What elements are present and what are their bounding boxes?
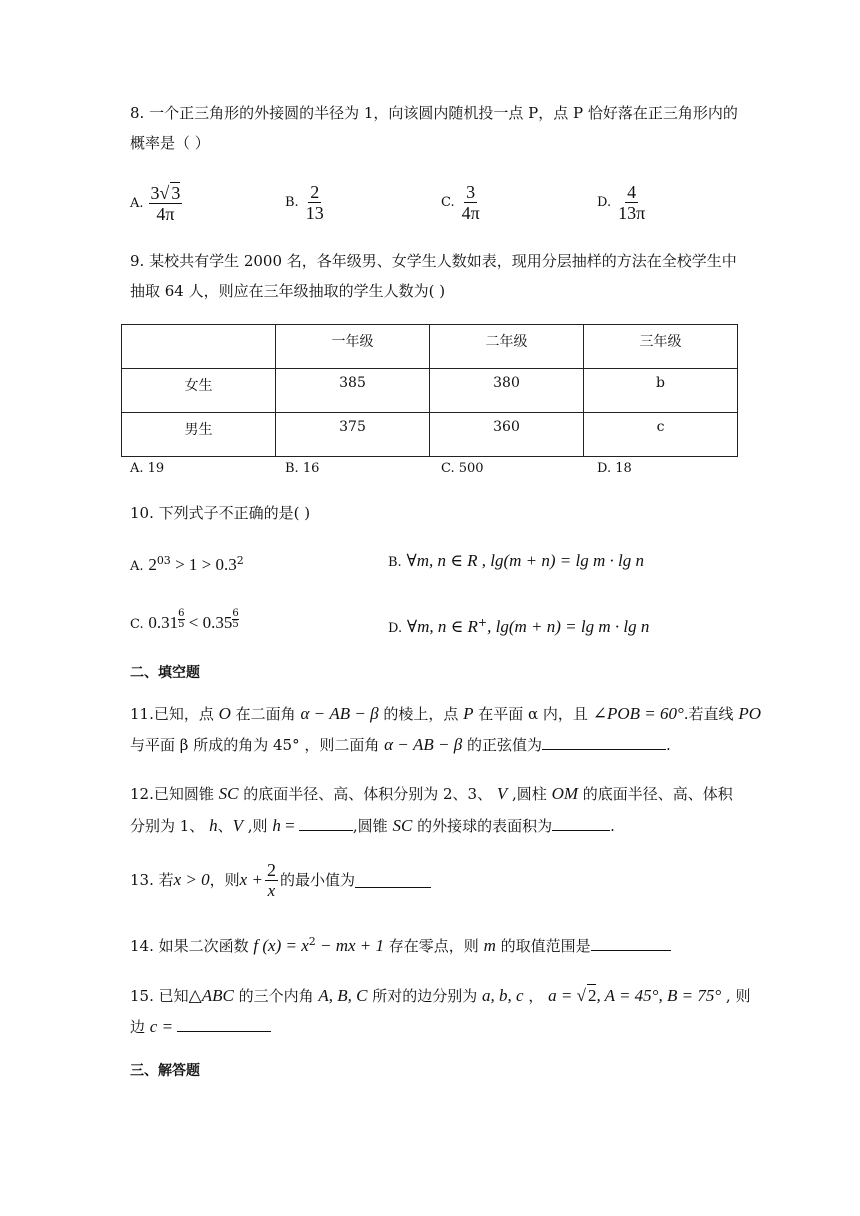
q8-option-a-den: 4π xyxy=(156,204,175,224)
q9-data-table xyxy=(121,324,738,457)
q13-text: 的最小值为 xyxy=(279,871,355,889)
q10-option-c-base1: 0.31 xyxy=(148,613,179,632)
q11-line2 xyxy=(130,734,671,756)
q8-option-c-fraction xyxy=(460,182,482,223)
q10-option-c-label: C. xyxy=(130,617,144,632)
q15-math: a, b, c xyxy=(482,986,524,1005)
q11-text: 11.已知，点 xyxy=(130,705,219,723)
q13-answer-blank[interactable] xyxy=(355,872,431,888)
q11-math: PO xyxy=(738,704,761,723)
q15-text: ， xyxy=(523,987,549,1005)
exp-denominator: 5 xyxy=(232,619,239,630)
exp-numerator: 6 xyxy=(232,608,239,619)
q10-option-a-exp2: 2 xyxy=(236,554,244,567)
q8-option-c-den: 4π xyxy=(461,203,480,223)
q9-option-b: B. 16 xyxy=(285,461,320,476)
sqrt-symbol: √ xyxy=(576,986,586,1005)
table-cell xyxy=(122,325,276,369)
q12-text: 的底面半径、高、体积分别为 2、3、 xyxy=(238,785,497,803)
q8-option-c xyxy=(441,182,484,223)
q14-text: 14. 如果二次函数 xyxy=(130,937,254,955)
q10-option-b-label: B. xyxy=(388,555,402,570)
q13-line xyxy=(130,858,431,902)
q11-text: 在平面 α 内，且 xyxy=(473,705,593,723)
q11-line1 xyxy=(130,703,761,725)
q15-line2 xyxy=(130,1016,271,1038)
q12-line2 xyxy=(130,815,615,837)
q13-fraction xyxy=(265,860,278,901)
q12-math: OM xyxy=(551,784,579,803)
q8-option-a-coef: 3 xyxy=(150,183,160,203)
q15-line1 xyxy=(130,984,750,1007)
q10-option-d-sup: + xyxy=(477,616,488,629)
q9-stem-line2: 抽取 64 人，则应在三年级抽取的学生人数为( ) xyxy=(130,282,446,300)
table-cell: c xyxy=(584,413,738,457)
table-row xyxy=(122,413,738,457)
table-cell: b xyxy=(584,369,738,413)
table-cell: 女生 xyxy=(122,369,276,413)
q12-line1 xyxy=(130,783,733,805)
q9-option-a: A. 19 xyxy=(130,461,165,476)
table-cell: 360 xyxy=(430,413,584,457)
q14-answer-blank[interactable] xyxy=(591,935,671,951)
table-cell: 380 xyxy=(430,369,584,413)
q13-text: ，则 xyxy=(209,871,240,889)
q8-option-d xyxy=(597,182,649,223)
q11-text: 的棱上，点 xyxy=(378,705,464,723)
q12-text: 的底面半径、高、体积 xyxy=(578,785,733,803)
q10-option-a-exp1: 03 xyxy=(156,554,171,567)
table-cell: 385 xyxy=(276,369,430,413)
q9-stem-line1: 9. 某校共有学生 2000 名，各年级男、女学生人数如表，现用分层抽样的方法在全校学生中 xyxy=(130,252,737,270)
q13-text: 13. 若 xyxy=(130,871,174,889)
q11-text: . xyxy=(666,736,671,754)
q15-math: , A = 45°, B = 75° xyxy=(596,986,722,1005)
q13-frac-num: 2 xyxy=(266,859,276,880)
q11-math: O xyxy=(218,704,231,723)
q14-text: 存在零点，则 xyxy=(384,937,484,955)
q10-option-a-label: A. xyxy=(130,559,144,574)
q10-option-c-base2: < 0.35 xyxy=(184,613,233,632)
q11-math: α − AB − β xyxy=(384,735,463,754)
q12-math: h xyxy=(272,816,281,835)
q12-math: SC xyxy=(392,816,413,835)
q12-answer-blank-h[interactable] xyxy=(299,815,353,831)
q15-math: c = xyxy=(149,1017,174,1036)
q12-math: = xyxy=(280,816,299,835)
q10-option-a-base: 2 xyxy=(148,555,157,574)
q8-option-d-den: 13π xyxy=(618,203,646,223)
q11-text: 与平面 β 所成的角为 45° ，则二面角 xyxy=(130,736,385,754)
table-cell: 三年级 xyxy=(584,325,738,369)
q8-option-a-fraction: $\frac{3√ 3}{4\pi}$ xyxy=(150,183,181,224)
q12-answer-blank-area[interactable] xyxy=(552,815,610,831)
q10-option-d-post: , lg(m + n) = lg m · lg n xyxy=(487,617,650,636)
q10-option-c xyxy=(130,608,239,636)
q15-text: 的三个内角 xyxy=(233,987,319,1005)
q13-math: x > 0 xyxy=(173,870,210,889)
q15-math-radicand: 2 xyxy=(587,986,597,1005)
q8-option-a-label: A. xyxy=(130,195,144,211)
q15-math: a = xyxy=(548,986,577,1005)
q10-option-b xyxy=(388,550,644,574)
q8-option-b-label: B. xyxy=(285,195,299,210)
q12-text: 的外接球的表面积为 xyxy=(412,817,553,835)
q8-option-d-num: 4 xyxy=(627,182,637,202)
q10-option-c-exp1 xyxy=(178,609,184,630)
table-header-row xyxy=(122,325,738,369)
q12-text: ,圆柱 xyxy=(507,785,552,803)
q12-text: ,则 xyxy=(243,817,273,835)
q10-option-b-expr: ∀m, n ∈ R , lg(m + n) = lg m · lg n xyxy=(406,551,644,570)
q9-option-c: C. 500 xyxy=(441,461,484,476)
q12-text: 分别为 1、 xyxy=(130,817,210,835)
q11-answer-blank[interactable] xyxy=(542,734,666,750)
q13-math: x + xyxy=(239,870,263,889)
q11-text: 的正弦值为 xyxy=(462,736,542,754)
q11-math: α − AB − β xyxy=(300,704,379,723)
q15-math: A, B, C xyxy=(318,986,368,1005)
q12-text: ,圆锥 xyxy=(352,817,393,835)
q14-math: − mx + 1 xyxy=(315,936,385,955)
section-heading-solutions: 三、解答题 xyxy=(130,1063,200,1079)
exp-numerator: 6 xyxy=(178,608,185,619)
q8-option-b-fraction xyxy=(304,182,326,223)
q10-option-d xyxy=(388,612,649,640)
q8-option-b-den: 13 xyxy=(305,203,324,223)
table-cell: 一年级 xyxy=(276,325,430,369)
q12-math: V xyxy=(496,784,508,803)
q11-text: .若直线 xyxy=(683,705,739,723)
table-cell: 男生 xyxy=(122,413,276,457)
section-heading-fill-in: 二、填空题 xyxy=(130,665,200,681)
q10-option-a xyxy=(130,550,244,578)
q14-line xyxy=(130,931,671,957)
table-cell: 375 xyxy=(276,413,430,457)
q12-math: V xyxy=(232,816,243,835)
q10-option-a-rest: > 1 > 0.3 xyxy=(170,555,237,574)
q11-math: P xyxy=(463,704,474,723)
q12-math: h xyxy=(209,816,218,835)
q8-stem-line2: 概率是（ ） xyxy=(130,134,210,152)
q14-math: f (x) = x xyxy=(253,936,309,955)
q8-option-a xyxy=(130,182,184,224)
q15-text: 边 xyxy=(130,1018,150,1036)
q10-option-d-pre: ∀m, n ∈ R xyxy=(406,617,478,636)
exp-denominator: 5 xyxy=(178,619,185,630)
q8-option-a-radicand: 3 xyxy=(171,183,181,203)
q14-text: 的取值范围是 xyxy=(495,937,591,955)
q8-option-d-fraction xyxy=(616,182,647,223)
q8-stem-line1: 8. 一个正三角形的外接圆的半径为 1，向该圆内随机投一点 P，点 P 恰好落在正三角形内的 xyxy=(130,104,738,122)
q12-text: . xyxy=(610,817,615,835)
q8-option-d-label: D. xyxy=(597,195,612,210)
q15-text: , 则 xyxy=(721,987,751,1005)
q8-option-c-label: C. xyxy=(441,195,455,210)
table-row xyxy=(122,369,738,413)
table-cell: 二年级 xyxy=(430,325,584,369)
q15-text: 15. 已知 xyxy=(130,987,189,1005)
q10-stem: 10. 下列式子不正确的是( ) xyxy=(130,504,311,522)
q8-option-c-num: 3 xyxy=(466,182,476,202)
q10-option-c-exp2 xyxy=(232,609,238,630)
q14-math: m xyxy=(483,936,496,955)
q15-math: △ABC xyxy=(188,986,234,1005)
q13-frac-den: x xyxy=(267,880,276,900)
q8-option-b-num: 2 xyxy=(310,182,320,202)
q12-text: 、 xyxy=(217,817,233,835)
q12-math: SC xyxy=(218,784,239,803)
q15-answer-blank[interactable] xyxy=(177,1016,271,1032)
q11-text: 在二面角 xyxy=(230,705,301,723)
q15-text: 所对的边分别为 xyxy=(367,987,483,1005)
q11-math: ∠POB = 60° xyxy=(592,704,684,723)
q8-option-b xyxy=(285,182,328,223)
q14-math-sup: 2 xyxy=(308,935,316,948)
q9-option-d: D. 18 xyxy=(597,461,632,476)
q10-option-d-label: D. xyxy=(388,621,403,636)
q12-text: 12.已知圆锥 xyxy=(130,785,219,803)
